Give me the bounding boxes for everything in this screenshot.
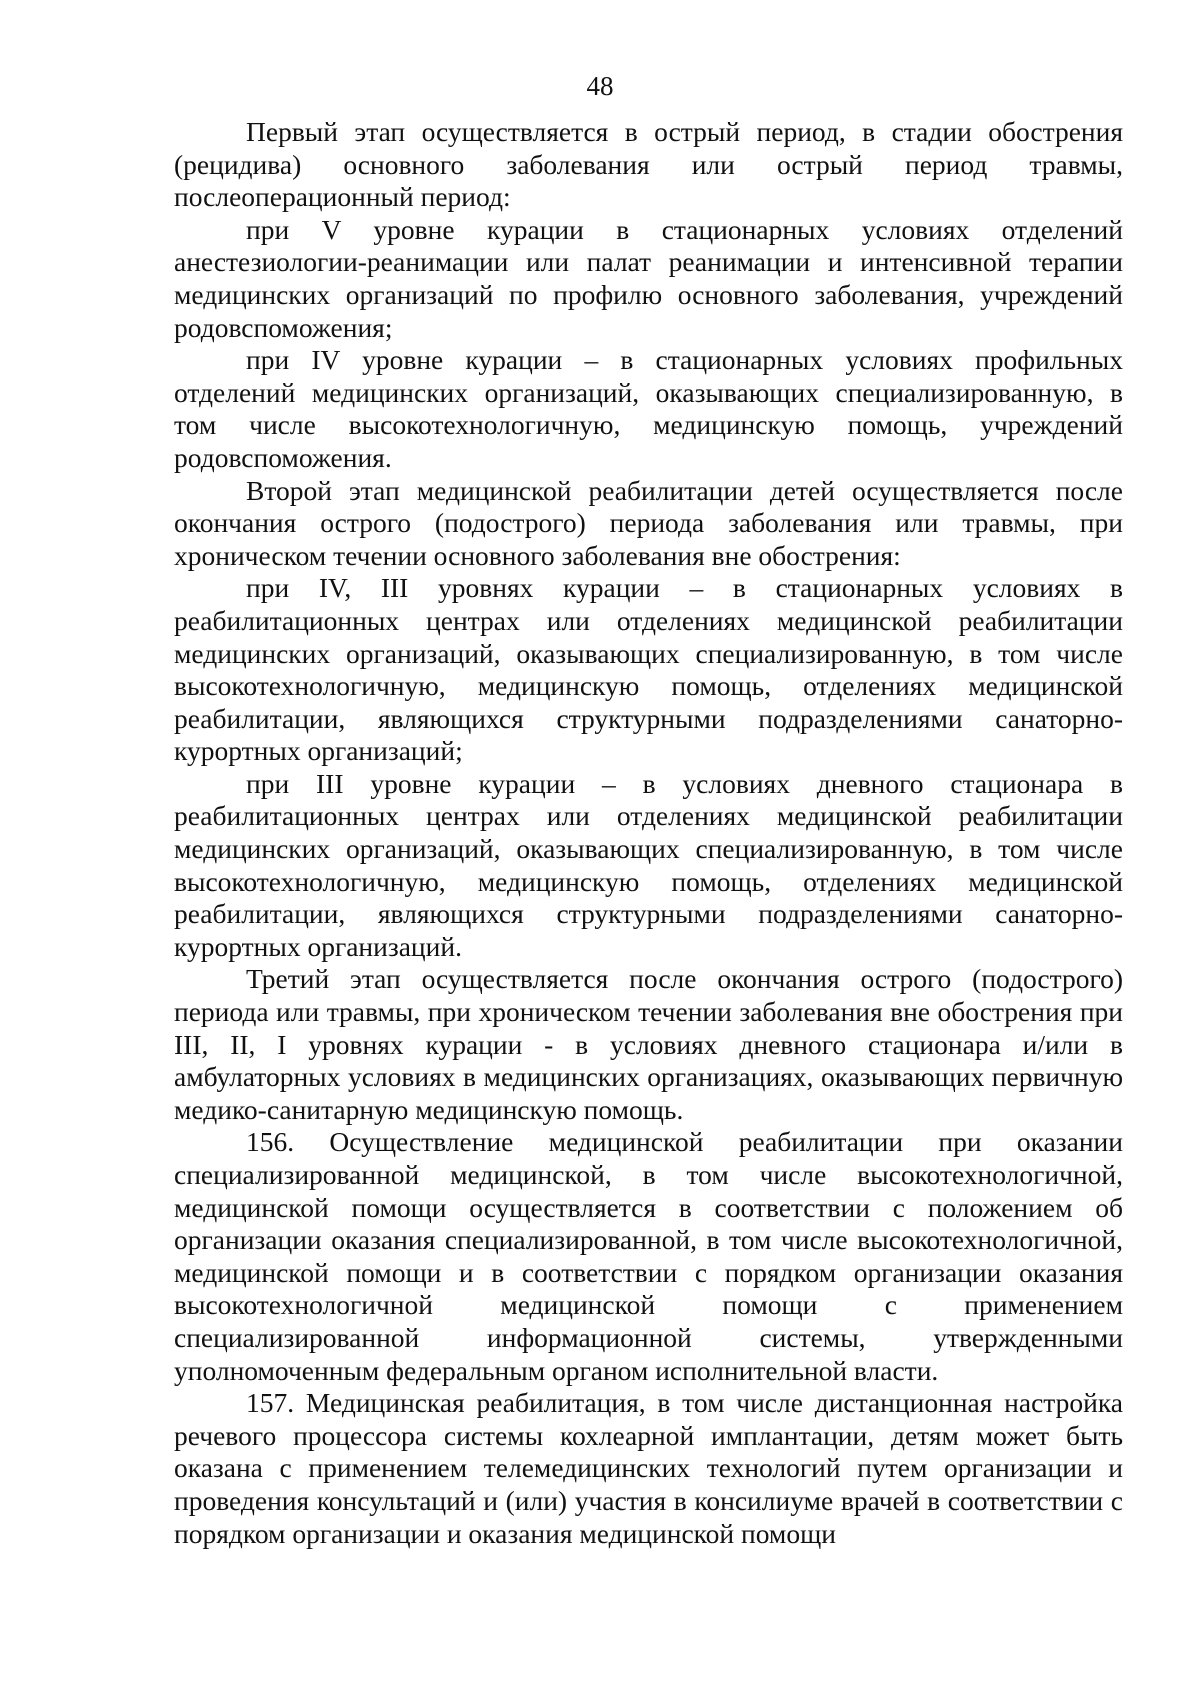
paragraph-levels-four-three: при IV, III уровнях курации – в стационарных условиях в реабилитационных центрах или отделениях медицинской реабилитации медицинских организаций, оказывающих специализированную, в том числе высокотехнологичную, медицинскую помощь, отделениях медицинской реабилитации, являющихся структурными подразделениями санаторно-курортных организаций; (174, 572, 1123, 767)
paragraph-level-four: при IV уровне курации – в стационарных условиях профильных отделений медицинских организаций, оказывающих специализированную, в том числе высокотехнологичную, медицинскую помощь, учреждений родовспоможения. (174, 344, 1123, 473)
paragraph-item-156: 156. Осуществление медицинской реабилитации при оказании специализированной медицинской, в том числе высокотехнологичной, медицинской помощи осуществляется в соответствии с положением об организации оказания специализированной, в том числе высокотехнологичной, медицинской помощи и в соответствии с порядком организации оказания высокотехнологичной медицинской помощи с применением специализированной информационной системы, утвержденными уполномоченным федеральным органом исполнительной власти. (174, 1126, 1123, 1386)
paragraph-stage-three: Третий этап осуществляется после окончания острого (подострого) периода или травмы, при хроническом течении заболевания вне обострения при III, II, I уровнях курации - в условиях дневного стационара и/или в амбулаторных условиях в медицинских организациях, оказывающих первичную медико-санитарную медицинскую помощь. (174, 963, 1123, 1125)
paragraph-item-157: 157. Медицинская реабилитация, в том числе дистанционная настройка речевого процессора системы кохлеарной имплантации, детям может быть оказана с применением телемедицинских технологий путем организации и проведения консультаций и (или) участия в консилиуме врачей в соответствии с порядком организации и оказания медицинской помощи (174, 1387, 1123, 1549)
paragraph-stage-two: Второй этап медицинской реабилитации детей осуществляется после окончания острого (подострого) периода заболевания или травмы, при хроническом течении основного заболевания вне обострения: (174, 474, 1123, 571)
document-body (174, 116, 1123, 1550)
paragraph-stage-one: Первый этап осуществляется в острый период, в стадии обострения (рецидива) основного заболевания или острый период травмы, послеоперационный период: (174, 116, 1123, 213)
page-number: 48 (586, 71, 614, 101)
paragraph-level-five: при V уровне курации в стационарных условиях отделений анестезиологии-реанимации или палат реанимации и интенсивной терапии медицинских организаций по профилю основного заболевания, учреждений родовспоможения; (174, 213, 1123, 343)
paragraph-level-three: при III уровне курации – в условиях дневного стационара в реабилитационных центрах или отделениях медицинской реабилитации медицинских организаций, оказывающих специализированную, в том числе высокотехнологичную, медицинскую помощь, отделениях медицинской реабилитации, являющихся структурными подразделениями санаторно-курортных организаций. (174, 767, 1123, 962)
